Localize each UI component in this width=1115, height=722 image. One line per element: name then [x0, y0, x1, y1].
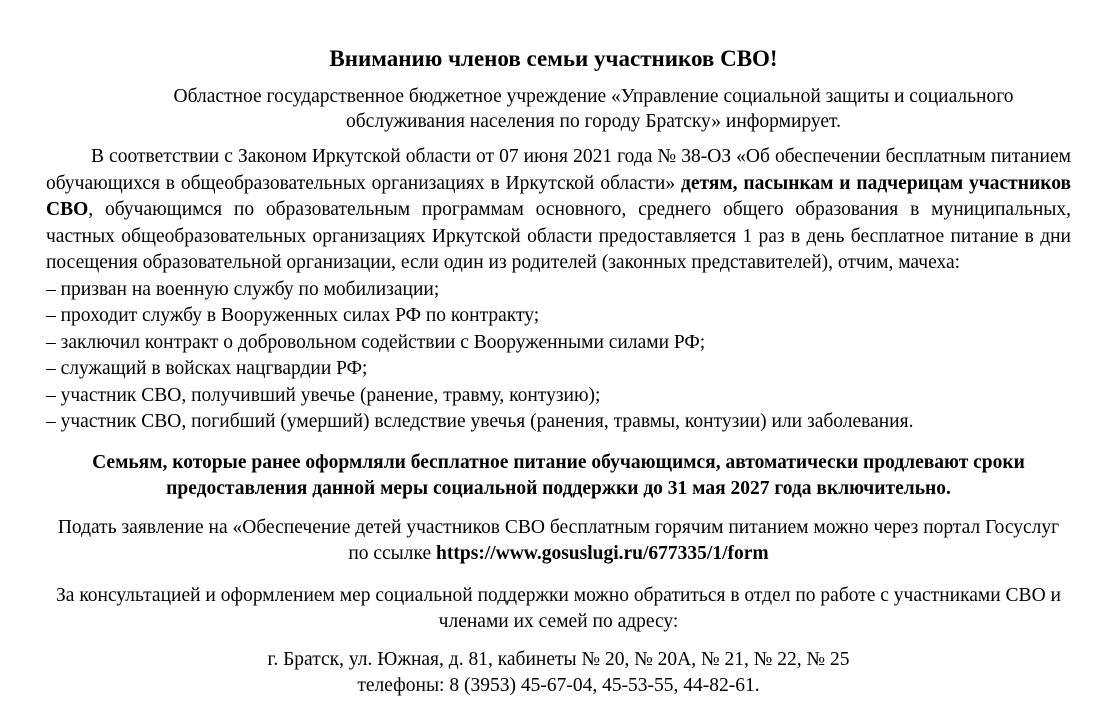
- gosuslugi-link[interactable]: https://www.gosuslugi.ru/677335/1/form: [436, 543, 769, 564]
- address-line: г. Братск, ул. Южная, д. 81, кабинеты № 20, № 20А, № 21, № 22, № 25: [267, 648, 850, 670]
- main-paragraph-text-2: , обучающимся по образовательным программам основного, среднего общего образования в муниципальных, частных общеобразовательных организациях Иркутской области предоставляется 1 раз в день бесплатное питание в дни посещения образовательной организации, если один из родителей (законных представителей), отчим, мачеха:: [46, 199, 1071, 273]
- main-paragraph: [46, 144, 1071, 277]
- condition-item-contract: – проходит службу в Вооруженных силах РФ по контракту;: [46, 305, 540, 326]
- intro-paragraph: Областное государственное бюджетное учреждение «Управление социальной защиты и социального обслуживания населения по городу Братску» информирует.: [173, 86, 1014, 132]
- apply-text: Подать заявление на «Обеспечение детей участников СВО бесплатным горячим питанием можно через портал Госуслуг по ссылке: [57, 516, 1060, 564]
- document-page: [46, 42, 1071, 700]
- condition-item-volunteer: – заключил контракт о добровольном содействии с Вооруженными силами РФ;: [46, 331, 706, 353]
- condition-item-injured: – участник СВО, получивший увечье (ранение, травму, контузию);: [46, 384, 601, 406]
- auto-extension-notice: Семьям, которые ранее оформляли бесплатное питание обучающимся, автоматически продлевают сроки предоставления данной меры социальной поддержки до 31 мая 2027 года включительно.: [92, 451, 1025, 499]
- apply-paragraph: [46, 515, 1071, 568]
- address-block: [46, 647, 1071, 700]
- main-paragraph-text-1: В соответствии с Законом Иркутской области от 07 июня 2021 года № 38-ОЗ «Об обеспечении бесплатным питанием обучающихся в общеобразовательных организациях в Иркутской области»: [46, 146, 1071, 194]
- condition-item-deceased: – участник СВО, погибший (умерший) вследствие увечья (ранения, травмы, контузии) или заболевания.: [46, 411, 914, 432]
- condition-item-national-guard: – служащий в войсках нацгвардии РФ;: [46, 358, 368, 379]
- condition-item-mobilized: – призван на военную службу по мобилизации;: [46, 278, 440, 300]
- conditions-list: [46, 277, 1071, 436]
- document-title: Вниманию членов семьи участников СВО!: [329, 46, 778, 71]
- consultation-paragraph: За консультацией и оформлением мер социальной поддержки можно обратиться в отдел по работе с участниками СВО и членами их семей по адресу:: [56, 584, 1061, 632]
- phones-line: телефоны: 8 (3953) 45-67-04, 45-53-55, 44-82-61.: [357, 675, 760, 696]
- main-paragraph-bold-beneficiaries: детям, пасынкам и падчерицам участников СВО: [46, 172, 1071, 220]
